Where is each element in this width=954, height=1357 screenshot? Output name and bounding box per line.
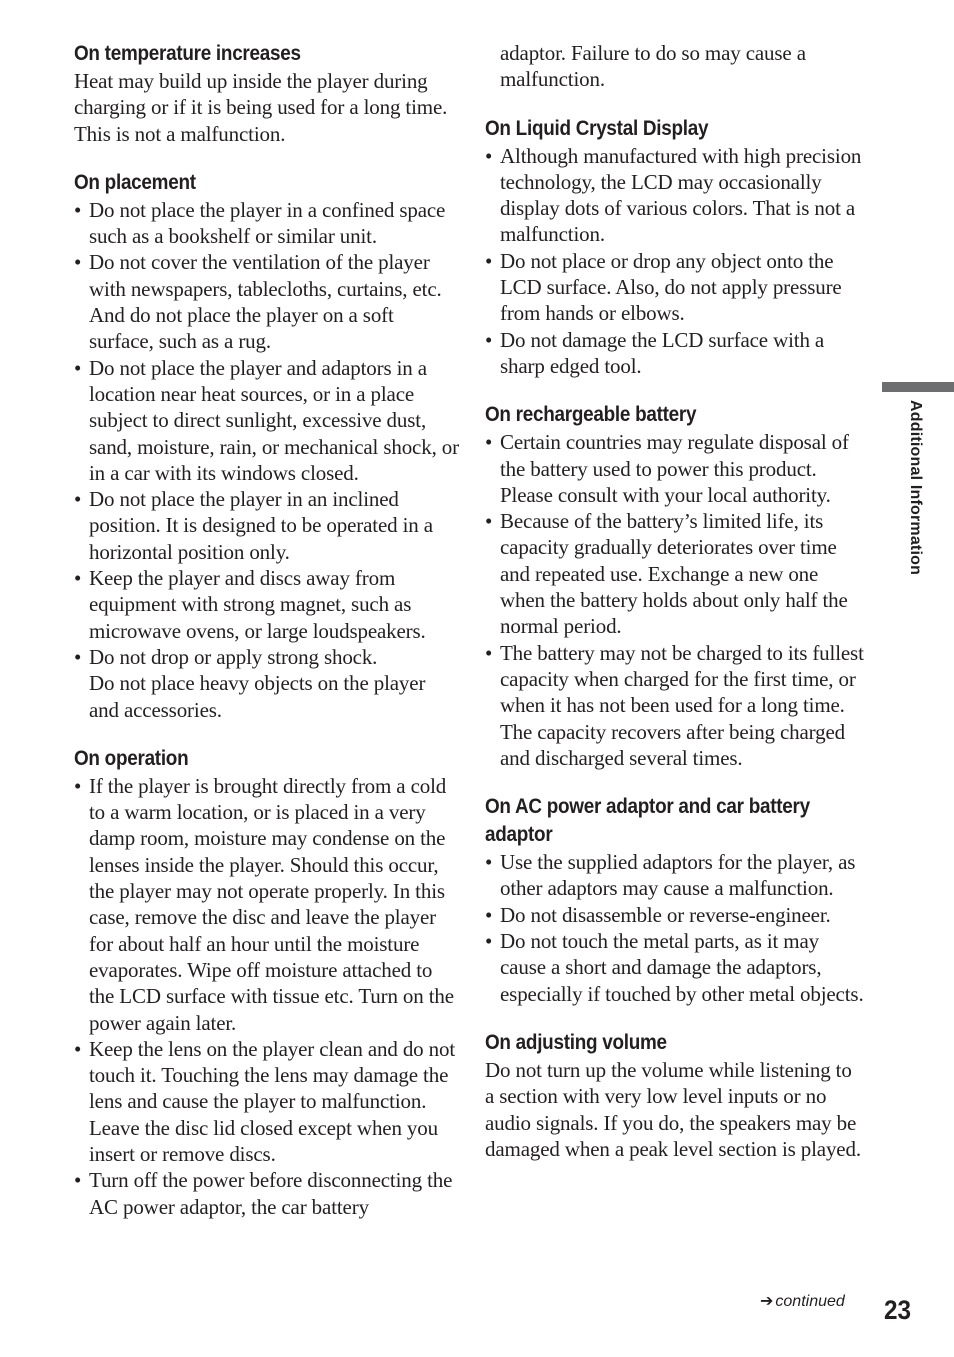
section-heading: On placement — [74, 170, 196, 194]
section-heading: On adjusting volume — [485, 1030, 667, 1054]
bullet-list — [485, 849, 865, 1007]
section-battery — [485, 401, 865, 771]
list-item: • Do not place the player and adaptors in a location near heat sources, or in a place subject to direct sunlight, excessive dust, sand, moisture, rain, or mechanical shock, or in a car with its windows closed. — [74, 355, 459, 485]
section-operation-continued — [485, 40, 865, 93]
section-heading: On AC power adaptor and car battery adaptor — [485, 795, 810, 847]
list-item: • Certain countries may regulate disposal of the battery used to power this product. Please consult with your local authority. — [485, 430, 849, 507]
right-column — [485, 40, 865, 1184]
section-operation — [74, 745, 459, 1220]
list-item: • Use the supplied adaptors for the player, as other adaptors may cause a malfunction. — [485, 850, 856, 901]
side-tab-bar — [882, 382, 954, 392]
page-number: 23 — [884, 1295, 912, 1325]
list-item: • Do not place the player in a confined space such as a bookshelf or similar unit. — [74, 197, 446, 249]
list-item-continuation: Do not place heavy objects on the player and accessories. — [89, 671, 426, 722]
section-heading: On temperature increases — [74, 42, 301, 65]
bullet-list — [74, 773, 459, 1220]
section-temperature — [74, 40, 459, 147]
section-heading: On rechargeable battery — [485, 403, 697, 427]
list-item: • Turn off the power before disconnecting the AC power adaptor, the car battery — [74, 1168, 453, 1219]
list-item: • Do not place the player in an inclined position. It is designed to be operated in a horizontal position only. — [74, 487, 433, 564]
section-paragraph: Heat may build up inside the player during charging or if it is being used for a long time. This is not a malfunction. — [74, 69, 448, 146]
bullet-list — [74, 197, 459, 723]
section-volume — [485, 1029, 865, 1162]
list-item: • Do not cover the ventilation of the player with newspapers, tablecloths, curtains, etc. And do not place the player on a soft surface, such as a rug. — [74, 250, 442, 354]
list-item: • Do not touch the metal parts, as it may cause a short and damage the adaptors, especially if touched by other metal objects. — [485, 929, 864, 1006]
bullet-list — [485, 143, 865, 380]
section-lcd — [485, 115, 865, 380]
list-item: • Do not place or drop any object onto the LCD surface. Also, do not apply pressure from hands or elbows. — [485, 248, 842, 326]
list-item: • Do not drop or apply strong shock. Do not place heavy objects on the player and accessories. — [74, 644, 459, 723]
list-item: • Do not damage the LCD surface with a sharp edged tool. — [485, 327, 825, 378]
list-item: • Do not disassemble or reverse-engineer. — [485, 902, 831, 927]
continued-paragraph: adaptor. Failure to do so may cause a malfunction. — [500, 41, 806, 92]
section-heading: On operation — [74, 746, 189, 770]
list-item: • Although manufactured with high precision technology, the LCD may occasionally display dots of various colors. That is not a malfunction. — [485, 143, 862, 247]
continued-indicator — [760, 1291, 845, 1311]
left-column — [74, 40, 459, 1242]
continued-label: continued — [775, 1293, 845, 1310]
list-item: • If the player is brought directly from a cold to a warm location, or is placed in a very damp room, moisture may condense on the lenses inside the player. Should this occur, the player may not operate properly. In this case, remove the disc and leave the player for about half an hour until the moisture evaporates. Wipe off moisture attached to the LCD surface with tissue etc. Turn on the power again later. — [74, 773, 454, 1035]
list-item: • Because of the battery’s limited life, its capacity gradually deteriorates over time and repeated use. Exchange a new one when the battery holds about only half the normal period. — [485, 509, 848, 639]
list-item: • The battery may not be charged to its fullest capacity when charged for the first time, or when it has not been used for a long time. The capacity recovers after being charged and discharged several times. — [485, 640, 864, 770]
arrow-right-icon: ➔ — [760, 1293, 774, 1310]
bullet-list — [485, 429, 865, 771]
section-placement — [74, 169, 459, 723]
section-ac-adaptor — [485, 793, 865, 1007]
list-item: • Keep the player and discs away from equipment with strong magnet, such as microwave ovens, or large loudspeakers. — [74, 566, 426, 643]
section-heading: On Liquid Crystal Display — [485, 116, 709, 140]
list-item: • Keep the lens on the player clean and do not touch it. Touching the lens may damage the lens and cause the player to malfunction. Leave the disc lid closed except when you insert or remove discs. — [74, 1036, 456, 1166]
section-paragraph: Do not turn up the volume while listening to a section with very low level inputs or no audio signals. If you do, the speakers may be damaged when a peak level section is played. — [485, 1057, 861, 1161]
side-tab-label: Additional Information — [907, 400, 924, 576]
